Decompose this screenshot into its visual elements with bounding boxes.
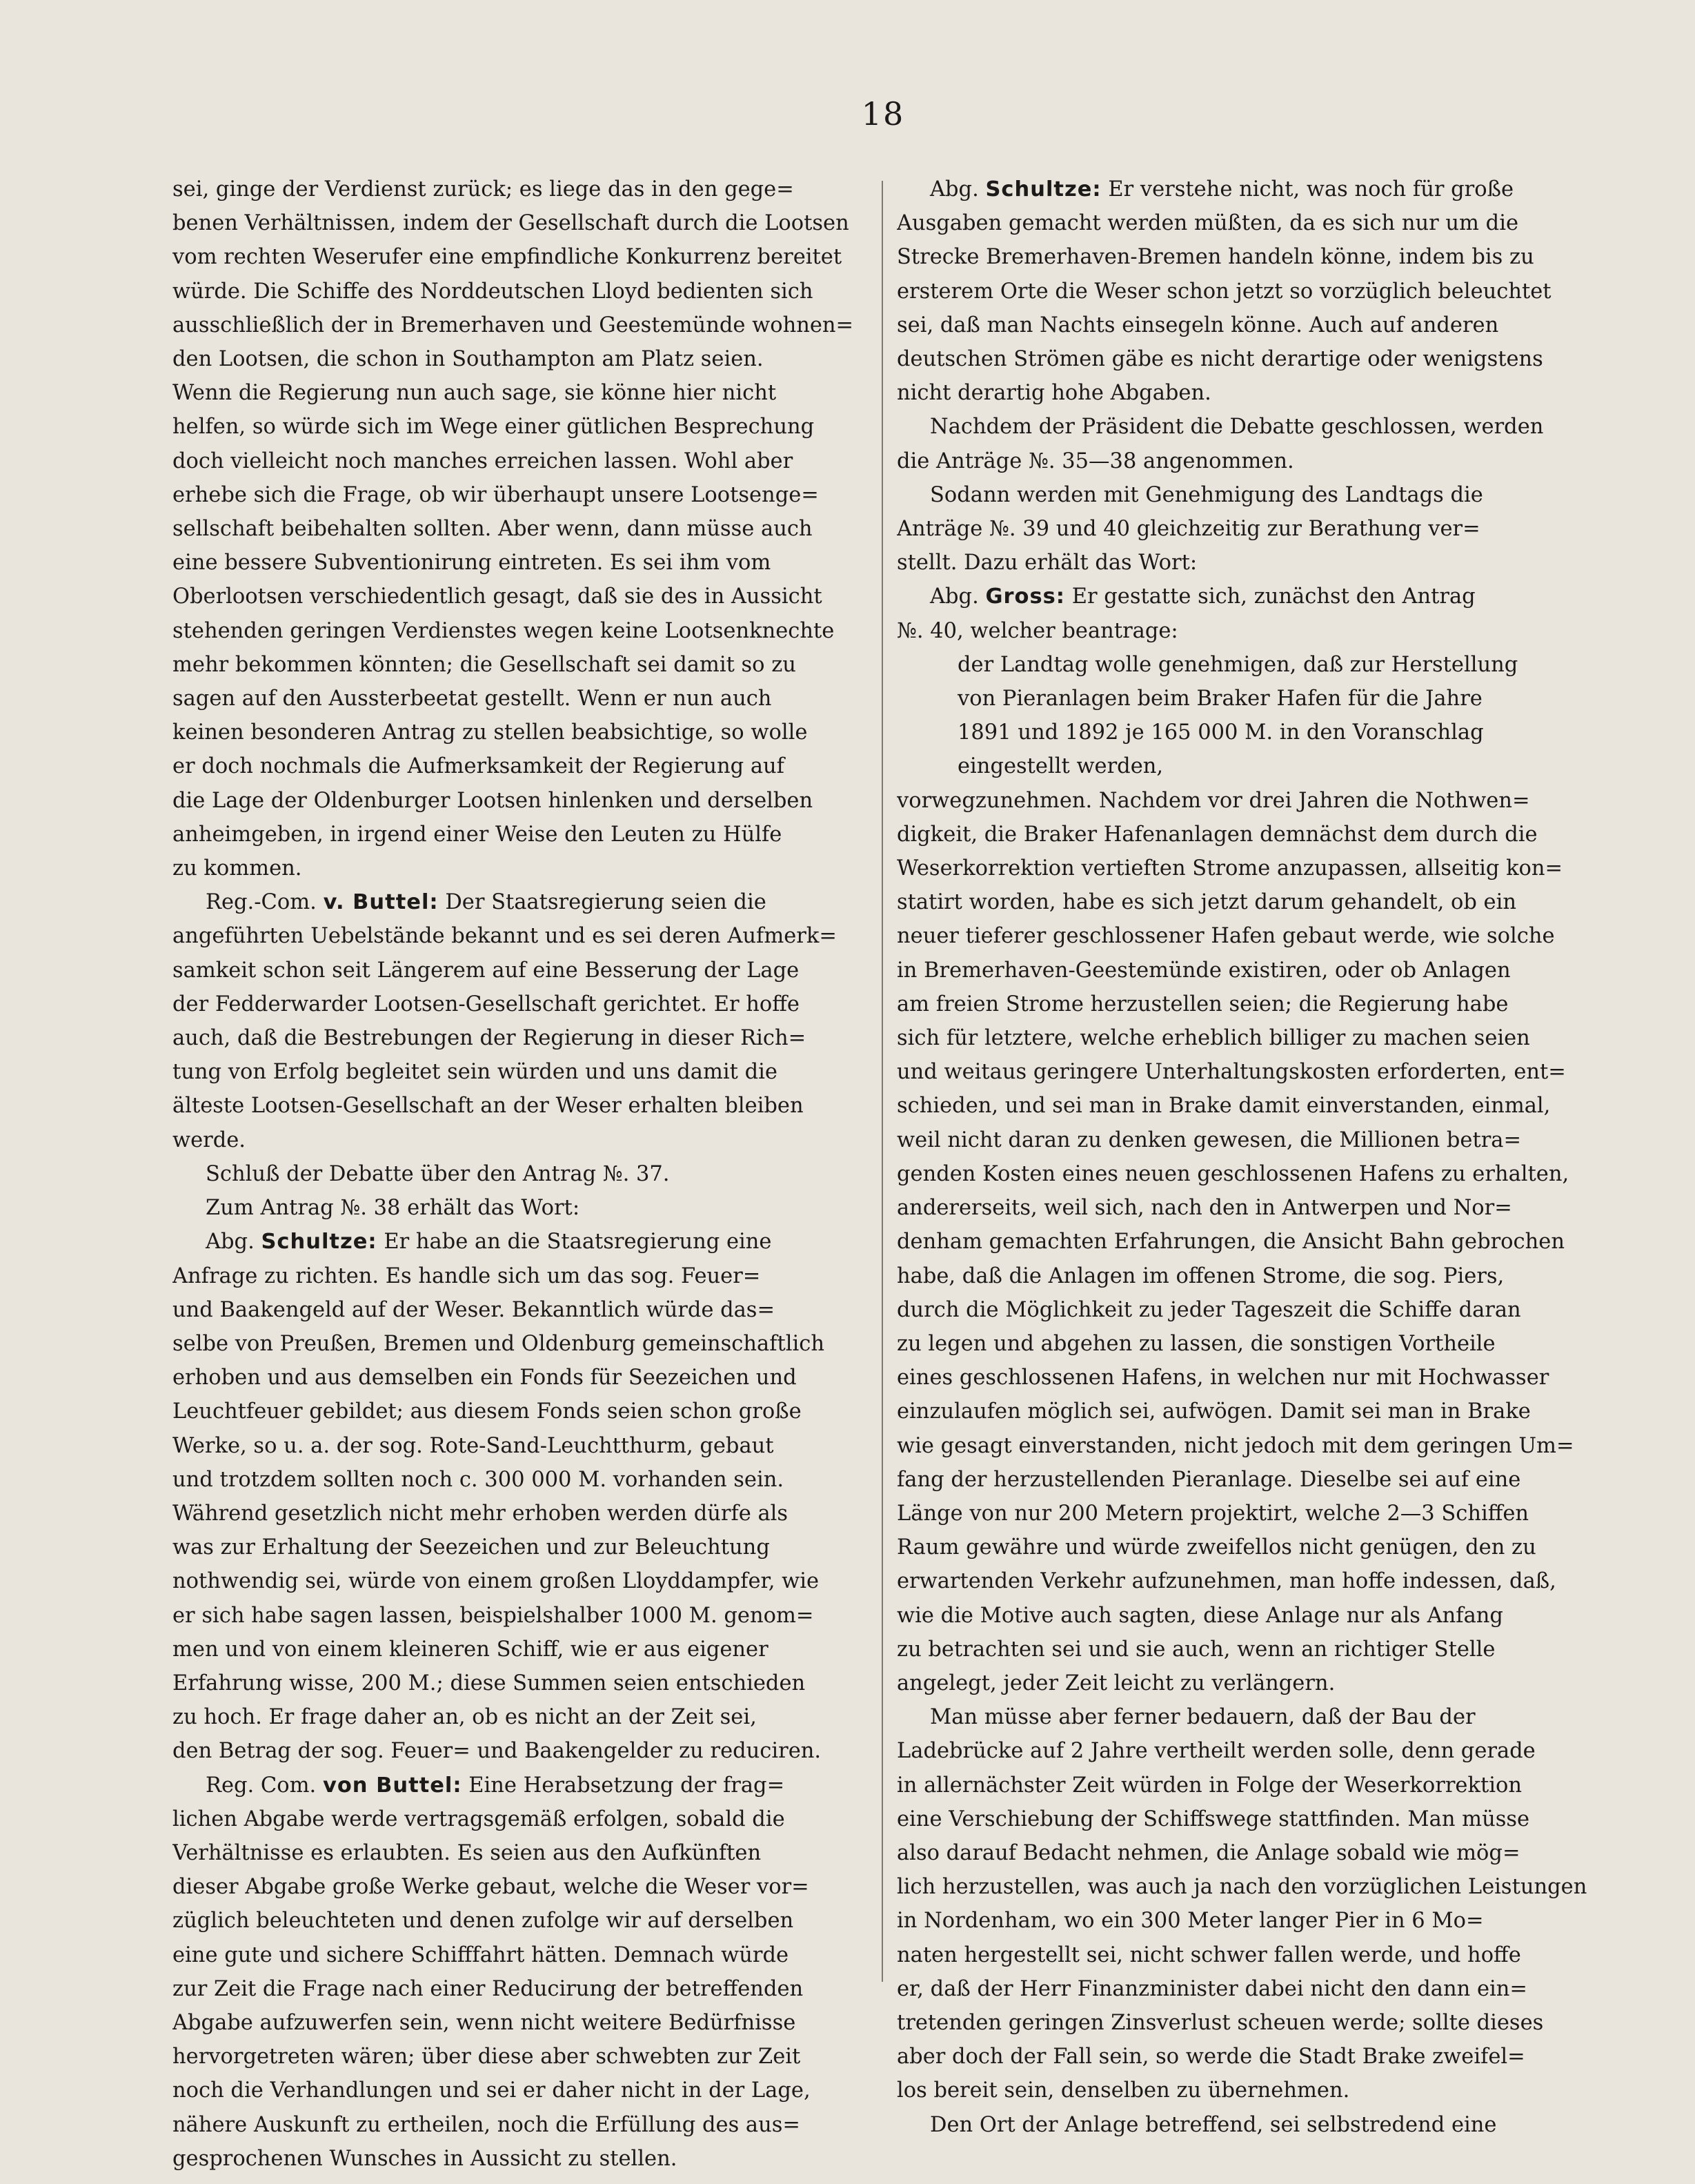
line-text: eine Verschiebung der Schiffswege stattfinden. Man müsse: [897, 1807, 1530, 1831]
line-text: und trotzdem sollten noch c. 300 000 M. vorhanden sein.: [172, 1467, 784, 1492]
speaker-name: v. Buttel:: [323, 890, 439, 915]
line-text: durch die Möglichkeit zu jeder Tageszeit die Schiffe daran: [897, 1297, 1521, 1322]
line-text: Erfahrung wisse, 200 M.; diese Summen seien entschieden: [172, 1671, 806, 1695]
line-text: Zum Antrag №. 38 erhält das Wort:: [206, 1196, 580, 1221]
line-text: naten hergestellt sei, nicht schwer fallen werde, und hoffe: [897, 1942, 1521, 1967]
text-line: [897, 1055, 1591, 1089]
speaker-title: Abg.: [930, 177, 986, 201]
text-line: [172, 614, 866, 648]
line-text: von Pieranlagen beim Braker Hafen für die Jahre: [958, 687, 1483, 711]
line-text: also darauf Bedacht nehmen, die Anlage sobald wie mög=: [897, 1840, 1520, 1865]
line-text: ersterem Orte die Weser schon jetzt so vorzüglich beleuchtet: [897, 279, 1552, 304]
line-text: Weserkorrektion vertieften Strome anzupassen, allseitig kon=: [897, 856, 1563, 881]
line-text: stehenden geringen Verdienstes wegen keine Lootsenknechte: [172, 618, 835, 643]
line-text: stellt. Dazu erhält das Wort:: [897, 551, 1198, 575]
text-line: [172, 1191, 866, 1225]
text-line: [172, 987, 866, 1021]
text-line: [172, 376, 866, 410]
line-text: wie gesagt einverstanden, nicht jedoch mit dem geringen Um=: [897, 1433, 1574, 1458]
text-line: [172, 1259, 866, 1293]
text-line: [172, 919, 866, 953]
line-text: sich für letztere, welche erheblich billiger zu machen seien: [897, 1026, 1530, 1051]
line-text: 1891 und 1892 je 165 000 M. in den Voranschlag: [958, 720, 1484, 745]
text-line: [172, 1802, 866, 1836]
line-text: auch, daß die Bestrebungen der Regierung in dieser Rich=: [172, 1026, 806, 1051]
line-text: helfen, so würde sich im Wege einer gütlichen Besprechung: [172, 415, 815, 440]
line-text: züglich beleuchteten und denen zufolge wir auf derselben: [172, 1909, 794, 1934]
line-text: genden Kosten eines neuen geschlossenen Hafens zu erhalten,: [897, 1161, 1569, 1186]
text-line: [897, 818, 1591, 852]
text-line: [172, 580, 866, 613]
text-line: [897, 1157, 1591, 1191]
text-line: [172, 1225, 866, 1259]
line-text: angeführten Uebelstände bekannt und es sei deren Aufmerk=: [172, 924, 837, 949]
text-line: [172, 1938, 866, 1972]
line-text: die Anträge №. 35—38 angenommen.: [897, 449, 1294, 473]
text-line: [897, 2006, 1591, 2040]
text-line: [172, 1293, 866, 1327]
text-line: [172, 1463, 866, 1497]
text-line: [172, 1972, 866, 2006]
text-line: [172, 1633, 866, 1666]
text-line: [172, 1157, 866, 1191]
text-line: [897, 376, 1591, 410]
line-text: Wenn die Regierung nun auch sage, sie könne hier nicht: [172, 381, 777, 406]
line-text: in Nordenham, wo ein 300 Meter langer Pier in 6 Mo=: [897, 1909, 1484, 1934]
line-text: in Bremerhaven-Geestemünde existiren, oder ob Anlagen: [897, 958, 1511, 983]
line-text: statirt worden, habe es sich jetzt darum gehandelt, ob ein: [897, 890, 1516, 915]
text-line: [897, 1225, 1591, 1259]
line-text: Länge von nur 200 Metern projektirt, welche 2—3 Schiffen: [897, 1501, 1529, 1526]
text-line: [172, 2142, 866, 2176]
text-line: [172, 1395, 866, 1428]
speaker-name: Schultze:: [261, 1230, 377, 1255]
line-text: Während gesetzlich nicht mehr erhoben werden dürfe als: [172, 1501, 789, 1526]
text-line: [897, 1666, 1591, 1700]
text-line: [172, 410, 866, 444]
text-line: [172, 1055, 866, 1089]
text-line: [172, 240, 866, 274]
text-line: [172, 512, 866, 546]
text-line: [897, 1633, 1591, 1666]
text-line: [172, 444, 866, 478]
line-text: dieser Abgabe große Werke gebaut, welche die Weser vor=: [172, 1875, 809, 1900]
line-text: andererseits, weil sich, nach den in Antwerpen und Nor=: [897, 1196, 1512, 1221]
line-text: zu legen und abgehen zu lassen, die sonstigen Vortheile: [897, 1331, 1496, 1356]
text-line: [172, 1361, 866, 1395]
text-line: [172, 954, 866, 987]
line-text: in allernächster Zeit würden in Folge der Weserkorrektion: [897, 1773, 1522, 1798]
text-line: [897, 1089, 1591, 1123]
line-text: Der Staatsregierung seien die: [438, 890, 766, 915]
text-line: [172, 749, 866, 783]
text-line: [897, 784, 1591, 818]
line-text: und weitaus geringere Unterhaltungskosten erforderten, ent=: [897, 1060, 1566, 1085]
line-text: würde. Die Schiffe des Norddeutschen Lloyd bedienten sich: [172, 279, 813, 304]
text-line: [172, 1599, 866, 1633]
text-line: [897, 1836, 1591, 1870]
text-line: [172, 716, 866, 749]
line-text: aber doch der Fall sein, so werde die Stadt Brake zweifel=: [897, 2045, 1525, 2069]
line-text: men und von einem kleineren Schiff, wie er aus eigener: [172, 1637, 769, 1662]
line-text: samkeit schon seit Längerem auf eine Besserung der Lage: [172, 958, 800, 983]
line-text: Eine Herabsetzung der frag=: [462, 1773, 785, 1798]
line-text: weil nicht daran zu denken gewesen, die Millionen betra=: [897, 1128, 1522, 1152]
text-line: [897, 308, 1591, 342]
text-line: [172, 682, 866, 716]
text-line: [897, 1021, 1591, 1055]
line-text: Er verstehe nicht, was noch für große: [1101, 177, 1514, 201]
line-text: die Lage der Oldenburger Lootsen hinlenken und derselben: [172, 788, 813, 813]
line-text: und Baakengeld auf der Weser. Bekanntlich würde das=: [172, 1297, 775, 1322]
speaker-title: Abg.: [930, 584, 986, 609]
speaker-name: Gross:: [985, 584, 1066, 609]
text-line: [172, 1564, 866, 1598]
text-line: [897, 1870, 1591, 1904]
text-line: [172, 1123, 866, 1157]
text-line: [897, 749, 1591, 783]
line-text: Man müsse aber ferner bedauern, daß der Bau der: [930, 1705, 1476, 1730]
column-divider: [882, 181, 883, 1982]
text-line: [172, 1089, 866, 1123]
text-line: [897, 1191, 1591, 1225]
text-line: [172, 852, 866, 885]
line-text: er, daß der Herr Finanzminister dabei nicht den dann ein=: [897, 1976, 1527, 2001]
line-text: Strecke Bremerhaven-Bremen handeln könne, indem bis zu: [897, 245, 1534, 270]
text-line: [897, 1769, 1591, 1802]
line-text: habe, daß die Anlagen im offenen Strome, die sog. Piers,: [897, 1263, 1505, 1288]
text-line: [897, 1395, 1591, 1428]
line-text: eine bessere Subventionirung eintreten. Es sei ihm vom: [172, 551, 771, 575]
line-text: Nachdem der Präsident die Debatte geschlossen, werden: [930, 415, 1544, 440]
text-line: [897, 1327, 1591, 1361]
text-line: [897, 885, 1591, 919]
line-text: Abgabe aufzuwerfen sein, wenn nicht weitere Bedürfnisse: [172, 2010, 796, 2035]
line-text: am freien Strome herzustellen seien; die Regierung habe: [897, 992, 1509, 1016]
line-text: eines geschlossenen Hafens, in welchen nur mit Hochwasser: [897, 1366, 1549, 1390]
left-text-column: [172, 173, 866, 2176]
text-line: [172, 1021, 866, 1055]
text-line: [172, 1700, 866, 1734]
text-line: [172, 1429, 866, 1463]
text-line: [897, 1429, 1591, 1463]
speaker-title: Reg. Com.: [206, 1773, 323, 1798]
text-line: [897, 1564, 1591, 1598]
text-line: [172, 1497, 866, 1531]
line-text: nicht derartig hohe Abgaben.: [897, 381, 1211, 406]
text-line: [897, 1734, 1591, 1768]
line-text: den Betrag der sog. Feuer= und Baakengelder zu reduciren.: [172, 1739, 822, 1764]
text-line: [172, 2040, 866, 2074]
line-text: hervorgetreten wären; über diese aber schwebten zur Zeit: [172, 2045, 801, 2069]
line-text: nähere Auskunft zu ertheilen, noch die Erfüllung des aus=: [172, 2112, 800, 2137]
line-text: Raum gewähre und würde zweifellos nicht genügen, den zu: [897, 1535, 1536, 1560]
text-line: [172, 2006, 866, 2040]
text-line: [897, 206, 1591, 240]
line-text: der Fedderwarder Lootsen-Gesellschaft gerichtet. Er hoffe: [172, 992, 800, 1016]
right-text-column: [897, 173, 1591, 2142]
text-line: [172, 1870, 866, 1904]
line-text: anheimgeben, in irgend einer Weise den Leuten zu Hülfe: [172, 822, 782, 847]
text-line: [897, 1972, 1591, 2006]
text-line: [897, 2074, 1591, 2107]
line-text: zur Zeit die Frage nach einer Reducirung der betreffenden: [172, 1976, 804, 2001]
line-text: lich herzustellen, was auch ja nach den vorzüglichen Leistungen: [897, 1875, 1587, 1900]
line-text: vorwegzunehmen. Nachdem vor drei Jahren die Nothwen=: [897, 788, 1530, 813]
line-text: schieden, und sei man in Brake damit einverstanden, einmal,: [897, 1094, 1551, 1119]
line-text: tretenden geringen Zinsverlust scheuen werde; sollte dieses: [897, 2010, 1544, 2035]
line-text: deutschen Strömen gäbe es nicht derartige oder wenigstens: [897, 347, 1543, 372]
line-text: er doch nochmals die Aufmerksamkeit der Regierung auf: [172, 754, 784, 779]
line-text: einzulaufen möglich sei, aufwögen. Damit sei man in Brake: [897, 1399, 1531, 1424]
line-text: Den Ort der Anlage betreffend, sei selbstredend eine: [930, 2112, 1497, 2137]
text-line: [172, 818, 866, 852]
text-line: [897, 1497, 1591, 1531]
text-line: [897, 173, 1591, 206]
line-text: sei, daß man Nachts einsegeln könne. Auch auf anderen: [897, 313, 1499, 337]
line-text: neuer tieferer geschlossener Hafen gebaut werde, wie solche: [897, 924, 1555, 949]
text-line: [172, 1327, 866, 1361]
line-text: Schluß der Debatte über den Antrag №. 37.: [206, 1161, 670, 1186]
text-line: [897, 546, 1591, 580]
speaker-title: Reg.-Com.: [206, 890, 324, 915]
text-line: [172, 784, 866, 818]
text-line: [897, 410, 1591, 444]
text-line: [897, 444, 1591, 478]
text-line: [897, 478, 1591, 512]
text-line: [897, 580, 1591, 613]
text-line: [897, 1531, 1591, 1564]
text-line: [172, 1836, 866, 1870]
text-line: [172, 1769, 866, 1802]
line-text: Werke, so u. a. der sog. Rote-Sand-Leuchtthurm, gebaut: [172, 1433, 774, 1458]
text-line: [172, 2108, 866, 2142]
text-line: [172, 546, 866, 580]
text-line: [897, 2108, 1591, 2142]
text-line: [897, 275, 1591, 308]
line-text: Leuchtfeuer gebildet; aus diesem Fonds seien schon große: [172, 1399, 802, 1424]
line-text: eingestellt werden,: [958, 754, 1164, 779]
line-text: nothwendig sei, würde von einem großen Lloyddampfer, wie: [172, 1569, 820, 1594]
line-text: ausschließlich der in Bremerhaven und Geestemünde wohnen=: [172, 313, 854, 337]
text-line: [897, 1259, 1591, 1293]
line-text: doch vielleicht noch manches erreichen lassen. Wohl aber: [172, 449, 793, 473]
text-line: [897, 1700, 1591, 1734]
line-text: sagen auf den Aussterbeetat gestellt. Wenn er nun auch: [172, 687, 772, 711]
text-line: [897, 919, 1591, 953]
text-line: [172, 1531, 866, 1564]
line-text: sellschaft beibehalten sollten. Aber wenn, dann müsse auch: [172, 517, 813, 542]
text-line: [172, 342, 866, 376]
line-text: tung von Erfolg begleitet sein würden und uns damit die: [172, 1060, 777, 1085]
line-text: wie die Motive auch sagten, diese Anlage nur als Anfang: [897, 1603, 1503, 1628]
text-line: [172, 648, 866, 682]
line-text: angelegt, jeder Zeit leicht zu verlängern.: [897, 1671, 1336, 1695]
text-line: [897, 1904, 1591, 1938]
line-text: Verhältnisse es erlaubten. Es seien aus den Aufkünften: [172, 1840, 762, 1865]
line-text: digkeit, die Braker Hafenanlagen demnächst dem durch die: [897, 822, 1538, 847]
text-line: [172, 275, 866, 308]
text-line: [172, 1904, 866, 1938]
text-line: [172, 1666, 866, 1700]
speaker-name: Schultze:: [985, 177, 1102, 201]
line-text: №. 40, welcher beantrage:: [897, 618, 1178, 643]
line-text: der Landtag wolle genehmigen, daß zur Herstellung: [958, 652, 1518, 677]
line-text: keinen besonderen Antrag zu stellen beabsichtige, so wolle: [172, 720, 808, 745]
line-text: werde.: [172, 1128, 246, 1152]
text-line: [897, 1123, 1591, 1157]
text-line: [897, 987, 1591, 1021]
line-text: noch die Verhandlungen und sei er daher nicht in der Lage,: [172, 2078, 811, 2103]
line-text: eine gute und sichere Schifffahrt hätten. Demnach würde: [172, 1942, 789, 1967]
text-line: [897, 1463, 1591, 1497]
line-text: Oberlootsen verschiedentlich gesagt, daß sie des in Aussicht: [172, 584, 822, 609]
text-line: [897, 1293, 1591, 1327]
line-text: Er habe an die Staatsregierung eine: [377, 1230, 772, 1255]
text-line: [897, 648, 1591, 682]
line-text: los bereit sein, denselben zu übernehmen.: [897, 2078, 1350, 2103]
line-text: älteste Lootsen-Gesellschaft an der Weser erhalten bleiben: [172, 1094, 804, 1119]
text-line: [897, 1938, 1591, 1972]
line-text: Sodann werden mit Genehmigung des Landtags die: [930, 482, 1483, 507]
line-text: zu betrachten sei und sie auch, wenn an richtiger Stelle: [897, 1637, 1496, 1662]
line-text: denham gemachten Erfahrungen, die Ansicht Bahn gebrochen: [897, 1230, 1565, 1255]
line-text: Ladebrücke auf 2 Jahre vertheilt werden solle, denn gerade: [897, 1739, 1536, 1764]
text-line: [897, 1361, 1591, 1395]
text-line: [172, 308, 866, 342]
text-line: [897, 512, 1591, 546]
line-text: was zur Erhaltung der Seezeichen und zur Beleuchtung: [172, 1535, 770, 1560]
line-text: Anfrage zu richten. Es handle sich um das sog. Feuer=: [172, 1263, 761, 1288]
text-line: [172, 2074, 866, 2107]
page-number: 18: [861, 95, 905, 132]
line-text: zu kommen.: [172, 856, 302, 881]
line-text: zu hoch. Er frage daher an, ob es nicht an der Zeit sei,: [172, 1705, 757, 1730]
line-text: erwartenden Verkehr aufzunehmen, man hoffe indessen, daß,: [897, 1569, 1556, 1594]
text-line: [897, 614, 1591, 648]
text-line: [897, 1599, 1591, 1633]
line-text: mehr bekommen könnten; die Gesellschaft sei damit so zu: [172, 652, 796, 677]
text-line: [172, 885, 866, 919]
line-text: vom rechten Weserufer eine empfindliche Konkurrenz bereitet: [172, 245, 842, 270]
text-line: [172, 173, 866, 206]
line-text: Anträge №. 39 und 40 gleichzeitig zur Berathung ver=: [897, 517, 1480, 542]
line-text: erhoben und aus demselben ein Fonds für Seezeichen und: [172, 1366, 797, 1390]
line-text: selbe von Preußen, Bremen und Oldenburg gemeinschaftlich: [172, 1331, 824, 1356]
line-text: fang der herzustellenden Pieranlage. Dieselbe sei auf eine: [897, 1467, 1521, 1492]
line-text: benen Verhältnissen, indem der Gesellschaft durch die Lootsen: [172, 211, 849, 236]
text-line: [897, 1802, 1591, 1836]
speaker-title: Abg.: [206, 1230, 261, 1255]
text-line: [897, 240, 1591, 274]
line-text: erhebe sich die Frage, ob wir überhaupt unsere Lootsenge=: [172, 482, 819, 507]
text-line: [897, 682, 1591, 716]
text-line: [897, 716, 1591, 749]
text-line: [897, 342, 1591, 376]
line-text: sei, ginge der Verdienst zurück; es liege das in den gege=: [172, 177, 794, 201]
text-line: [897, 852, 1591, 885]
text-line: [172, 478, 866, 512]
line-text: Er gestatte sich, zunächst den Antrag: [1065, 584, 1476, 609]
line-text: Ausgaben gemacht werden müßten, da es sich nur um die: [897, 211, 1519, 236]
line-text: den Lootsen, die schon in Southampton am Platz seien.: [172, 347, 764, 372]
text-line: [897, 954, 1591, 987]
line-text: er sich habe sagen lassen, beispielshalber 1000 M. genom=: [172, 1603, 814, 1628]
speaker-name: von Buttel:: [322, 1773, 462, 1798]
text-line: [172, 1734, 866, 1768]
text-line: [172, 206, 866, 240]
line-text: lichen Abgabe werde vertragsgemäß erfolgen, sobald die: [172, 1807, 785, 1831]
line-text: gesprochenen Wunsches in Aussicht zu stellen.: [172, 2146, 677, 2171]
text-line: [897, 2040, 1591, 2074]
